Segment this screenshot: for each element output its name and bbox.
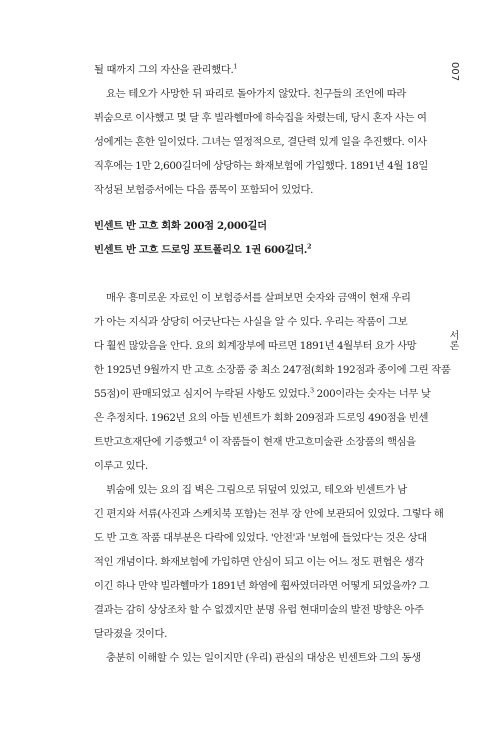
text-line: 긴 편지와 서류(사진과 스케치북 포함)는 전부 장 안에 보관되어 있었다. 그렇다 해	[94, 508, 444, 520]
section-running-title: 서론	[447, 330, 458, 350]
text-line: 뷔숨으로 이사했고 몇 달 후 빌라헬마에 하숙집을 차렸는데, 당시 혼자 사는 여	[94, 112, 427, 124]
footnote-marker: 3	[309, 386, 314, 395]
text-line: 이루고 있다.	[94, 460, 148, 472]
text-line: 적인 개념이다. 화재보험에 가입하면 안심이 되고 이는 어느 정도 편협은 생각	[94, 556, 424, 568]
quote-line: 빈센트 반 고흐 드로잉 포트폴리오 1권 600길더.$^2$	[94, 242, 312, 256]
body-text	[94, 58, 451, 670]
text-line: 뷔숨에 있는 요의 집 벽은 그림으로 뒤덮여 있었고, 테오와 빈센트가 남	[106, 484, 407, 496]
paragraph-4	[94, 478, 444, 646]
text-line: 매우 흥미로운 자료인 이 보험증서를 살펴보면 숫자와 금액이 현재 우리	[106, 292, 411, 304]
footnote-marker: 4	[202, 434, 207, 443]
text-line: 다 훨씬 많았음을 안다. 요의 회계장부에 따르면 1891년 4월부터 요가 사망	[94, 340, 417, 352]
text-line: 될 때까지 그의 자산을 관리했다.$^1$	[94, 62, 238, 76]
text-line: 충분히 이해할 수 있는 일이지만 (우리) 관심의 대상은 빈센트와 그의 동생	[106, 652, 421, 664]
text-line: 가 아는 지식과 상당히 어긋난다는 사실을 알 수 있다. 우리는 작품이 그보	[94, 316, 408, 328]
page-number: 007	[449, 62, 460, 82]
text-line: 한 1925년 9월까지 반 고흐 소장품 중 최소 247점(회화 192점과 종이에 그린 작품	[94, 364, 451, 376]
text-line: 달라졌을 것이다.	[94, 628, 168, 640]
text-line: 작성된 보험증서에는 다음 품목이 포함되어 있었다.	[94, 184, 314, 196]
text-line: 요는 테오가 사망한 뒤 파리로 돌아가지 않았다. 친구들의 조언에 따라	[106, 88, 406, 100]
quote-line: 빈센트 반 고흐 회화 200점 2,000길더	[94, 220, 267, 232]
text-line: 55점)이 판매되었고 심지어 누락된 사항도 있었다.$^3$ 200이라는 숫자는 너무 낮	[94, 386, 431, 400]
text-line: 트반고흐재단에 기증했고$^4$ 이 작품들이 현재 반고흐미술관 소장품의 핵심을	[94, 434, 416, 448]
text-line: 성에게는 흔한 일이었다. 그녀는 열정적으로, 결단력 있게 일을 추진했다. 이사	[94, 136, 427, 148]
paragraph-1	[94, 58, 406, 82]
text-line: 이긴 하나 만약 빌라헬마가 1891년 화염에 휩싸였더라면 어떻게 되었을까? 그	[94, 580, 429, 592]
text-line: 은 추정치다. 1962년 요의 아들 빈센트가 회화 209점과 드로잉 490점을 빈센	[94, 412, 429, 424]
paragraph-2	[94, 82, 428, 202]
text-line: 도 반 고흐 작품 대부분은 다락에 있었다. '안전'과 '보험에 들었다'는 것은 상대	[94, 532, 427, 544]
text-line: 결과는 감히 상상조차 할 수 없겠지만 분명 유럽 현대미술의 발전 방향은 아주	[94, 604, 424, 616]
text-line: 직후에는 1만 2,600길더에 상당하는 화재보험에 가입했다. 1891년 4월 18일	[94, 160, 428, 172]
paragraph-3	[94, 286, 451, 478]
footnote-marker: 1	[233, 62, 238, 71]
block-quote	[94, 214, 406, 262]
paragraph-5	[94, 646, 421, 670]
footnote-marker: 2	[307, 242, 312, 251]
